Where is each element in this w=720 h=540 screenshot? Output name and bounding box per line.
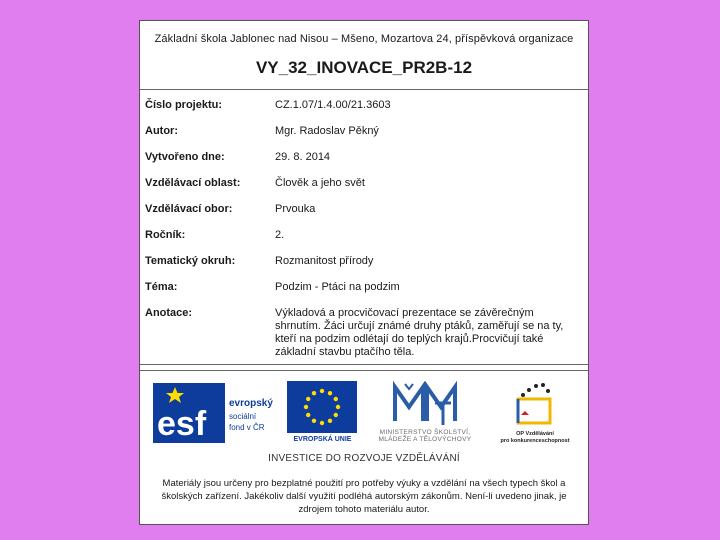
row-label: Autor: xyxy=(145,125,178,137)
row-value: Mgr. Radoslav Pěkný xyxy=(275,125,379,137)
row-value: 2. xyxy=(275,229,285,241)
msmt-mark-icon xyxy=(365,381,485,427)
esf-word-1: evropský xyxy=(229,398,273,409)
investment-slogan: INVESTICE DO ROZVOJE VZDĚLÁVÁNÍ xyxy=(268,453,460,464)
usage-note: Materiály jsou určeny pro bezplatné použití pro potřeby výuky a vzdělání na všech typech škol a školských zařízení. Jakékoliv další využití podléhá autorským zákonům. Není-li uvedeno jinak, je zdrojem tohoto materiálu autor. xyxy=(161,478,567,515)
row-label: Ročník: xyxy=(145,229,186,241)
op-label xyxy=(485,431,585,445)
esf-mark-icon xyxy=(153,383,275,443)
msmt-line-2: MLÁDEŽE A TĚLOVÝCHOVY xyxy=(378,436,472,443)
msmt-label xyxy=(365,429,485,443)
eu-flag-icon xyxy=(287,381,357,433)
op-logo xyxy=(485,381,585,445)
row-value: Výkladová a procvičovací prezentace se závěrečným shrnutím. Žáci určují známé druhy ptáků, zaměřují se na ty, kteří na podzim odlétají do teplých krajů.Procvičují také základní stavbu ptačího těla. xyxy=(275,307,564,358)
eu-logo xyxy=(285,381,360,445)
divider xyxy=(140,89,588,90)
row-label: Vzdělávací obor: xyxy=(145,203,233,215)
eu-label: EVROPSKÁ UNIE xyxy=(293,436,352,443)
logo-strip xyxy=(140,377,588,445)
row-value: Člověk a jeho svět xyxy=(275,177,365,189)
row-label: Anotace: xyxy=(145,307,193,319)
row-value: Podzim - Ptáci na podzim xyxy=(275,281,400,293)
op-line-1: OP Vzdělávání xyxy=(516,431,554,437)
material-code: VY_32_INOVACE_PR2B-12 xyxy=(255,58,473,77)
esf-word-2: sociální xyxy=(229,412,257,421)
row-label: Tematický okruh: xyxy=(145,255,236,267)
row-value: 29. 8. 2014 xyxy=(275,151,331,163)
svg-text:esf: esf xyxy=(157,405,207,443)
divider xyxy=(140,364,588,365)
row-value: CZ.1.07/1.4.00/21.3603 xyxy=(275,99,391,111)
esf-word-3: fond v ČR xyxy=(229,423,265,432)
row-value: Prvouka xyxy=(275,203,316,215)
msmt-line-1: MINISTERSTVO ŠKOLSTVÍ, xyxy=(379,429,471,436)
op-mark-icon xyxy=(485,381,585,429)
op-line-2: pro konkurenceschopnost xyxy=(500,438,570,444)
row-label: Číslo projektu: xyxy=(145,99,223,111)
esf-logo xyxy=(153,383,275,443)
row-label: Téma: xyxy=(145,281,178,293)
divider xyxy=(140,370,588,371)
row-label: Vzdělávací oblast: xyxy=(145,177,241,189)
msmt-logo xyxy=(365,381,485,445)
school-name: Základní škola Jablonec nad Nisou – Mšeno, Mozartova 24, příspěvková organizace xyxy=(154,33,574,45)
row-label: Vytvořeno dne: xyxy=(145,151,225,163)
title-sheet xyxy=(139,20,589,525)
row-value: Rozmanitost přírody xyxy=(275,255,374,267)
